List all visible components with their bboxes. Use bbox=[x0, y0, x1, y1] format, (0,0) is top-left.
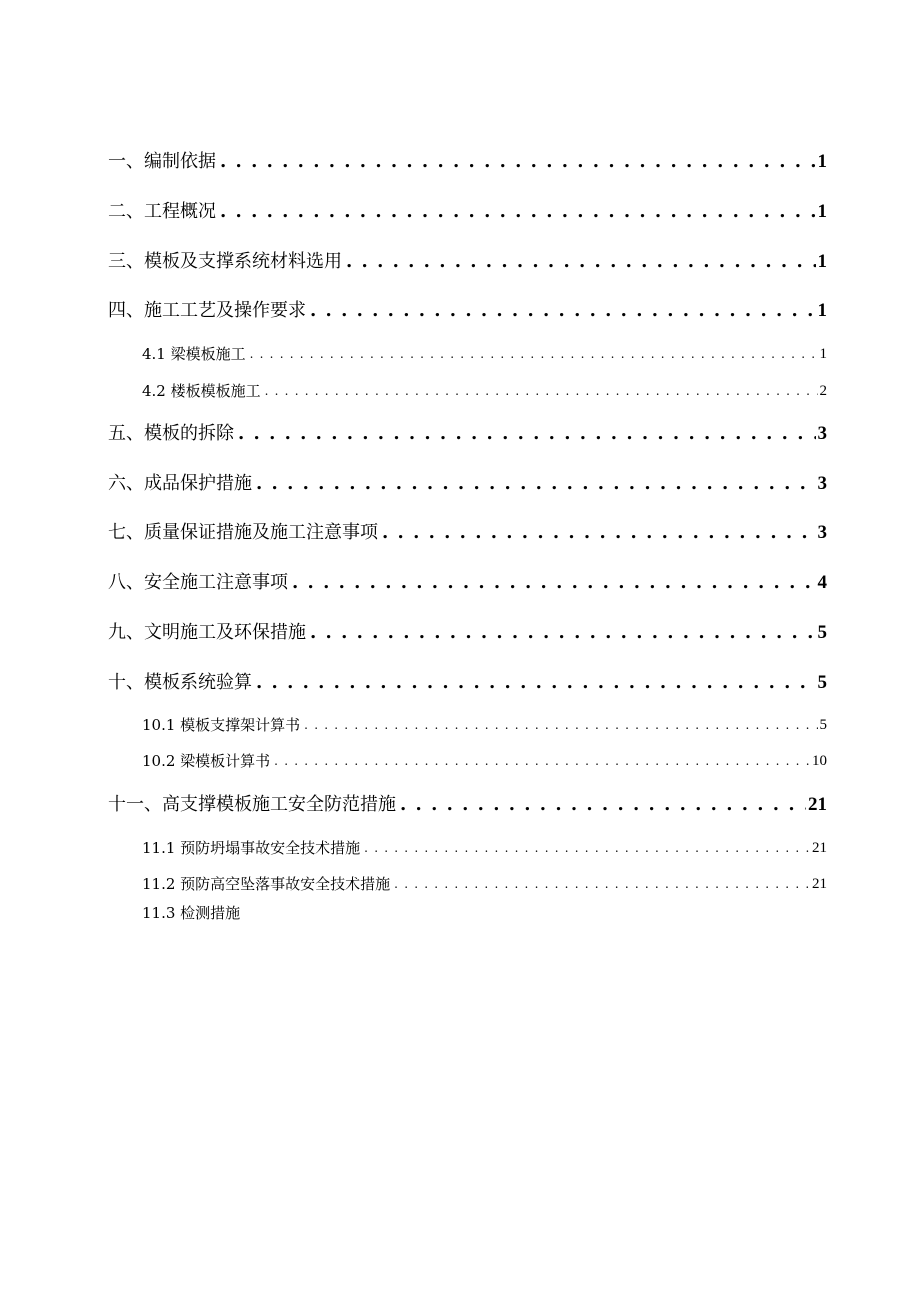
dot-leader bbox=[220, 199, 816, 225]
toc-entry-page: 3 bbox=[817, 522, 827, 543]
toc-entry-label: 十、模板系统验算 bbox=[108, 672, 252, 693]
toc-entry-label: 一、编制依据 bbox=[108, 151, 216, 172]
toc-entry-page: 5 bbox=[819, 717, 827, 733]
dot-leader bbox=[346, 249, 816, 275]
toc-entry[interactable] bbox=[108, 670, 827, 696]
dot-leader bbox=[238, 421, 816, 447]
toc-entry-label: 四、施工工艺及操作要求 bbox=[108, 300, 306, 321]
toc-entry-page: 1 bbox=[817, 151, 827, 172]
toc-entry[interactable] bbox=[108, 620, 827, 646]
toc-subentry[interactable] bbox=[142, 343, 827, 365]
toc-entry-page: 1 bbox=[817, 201, 827, 222]
toc-entry[interactable] bbox=[108, 570, 827, 596]
toc-entry[interactable] bbox=[108, 792, 827, 818]
toc-entry-page: 21 bbox=[808, 794, 827, 815]
toc-subentry[interactable] bbox=[142, 873, 827, 895]
toc-entry[interactable] bbox=[108, 298, 827, 324]
toc-entry-label: 三、模板及支撑系统材料选用 bbox=[108, 251, 342, 272]
toc-entry[interactable] bbox=[108, 199, 827, 225]
toc-subentry[interactable] bbox=[142, 750, 827, 772]
toc-entry-label: 六、成品保护措施 bbox=[108, 473, 252, 494]
dot-leader bbox=[364, 837, 810, 859]
toc-entry[interactable] bbox=[108, 149, 827, 175]
toc-subentry[interactable] bbox=[142, 714, 827, 736]
toc-entry-page: 3 bbox=[817, 473, 827, 494]
toc-entry-label: 4.1 梁模板施工 bbox=[142, 345, 246, 363]
toc-entry-page: 5 bbox=[817, 622, 827, 643]
toc-entry-page: 3 bbox=[817, 423, 827, 444]
toc-entry[interactable] bbox=[108, 471, 827, 497]
dot-leader bbox=[304, 714, 817, 736]
toc-entry-label: 4.2 楼板模板施工 bbox=[142, 382, 261, 400]
dot-leader bbox=[250, 343, 818, 365]
toc-entry-label: 二、工程概况 bbox=[108, 201, 216, 222]
toc-entry[interactable] bbox=[108, 520, 827, 546]
toc-entry-label: 八、安全施工注意事项 bbox=[108, 572, 288, 593]
toc-entry-label: 九、文明施工及环保措施 bbox=[108, 622, 306, 643]
dot-leader bbox=[265, 380, 818, 402]
dot-leader bbox=[400, 792, 806, 818]
toc-entry[interactable] bbox=[108, 421, 827, 447]
toc-entry-label: 11.1 预防坍塌事故安全技术措施 bbox=[142, 839, 361, 857]
toc-entry-page: 1 bbox=[819, 346, 827, 362]
dot-leader bbox=[310, 620, 816, 646]
toc-entry-page: 1 bbox=[817, 251, 827, 272]
dot-leader bbox=[220, 149, 816, 175]
toc-subentry[interactable] bbox=[142, 837, 827, 859]
toc-entry-page: 10 bbox=[812, 753, 827, 769]
dot-leader bbox=[274, 750, 810, 772]
toc-entry-page: 1 bbox=[817, 300, 827, 321]
dot-leader bbox=[394, 873, 810, 895]
toc-subentry[interactable] bbox=[142, 380, 827, 402]
toc-entry-label: 七、质量保证措施及施工注意事项 bbox=[108, 522, 378, 543]
toc-entry-page: 5 bbox=[817, 672, 827, 693]
toc-entry-label: 10.2 梁模板计算书 bbox=[142, 752, 271, 770]
toc-entry-page: 2 bbox=[819, 383, 827, 399]
toc-entry-page: 4 bbox=[817, 572, 827, 593]
dot-leader bbox=[292, 570, 816, 596]
dot-leader bbox=[256, 471, 816, 497]
toc-entry-label: 五、模板的拆除 bbox=[108, 423, 234, 444]
toc-entry-page: 21 bbox=[812, 840, 827, 856]
toc-entry-label: 11.3 检测措施 bbox=[142, 904, 241, 922]
toc-entry-label: 10.1 模板支撑架计算书 bbox=[142, 716, 301, 734]
toc-entry[interactable] bbox=[108, 249, 827, 275]
toc-entry-label: 11.2 预防高空坠落事故安全技术措施 bbox=[142, 875, 391, 893]
toc-entry-label: 十一、高支撑模板施工安全防范措施 bbox=[108, 794, 396, 815]
dot-leader bbox=[310, 298, 816, 324]
toc-subentry-no-page[interactable] bbox=[142, 902, 240, 924]
dot-leader bbox=[256, 670, 816, 696]
dot-leader bbox=[382, 520, 816, 546]
toc-entry-page: 21 bbox=[812, 876, 827, 892]
